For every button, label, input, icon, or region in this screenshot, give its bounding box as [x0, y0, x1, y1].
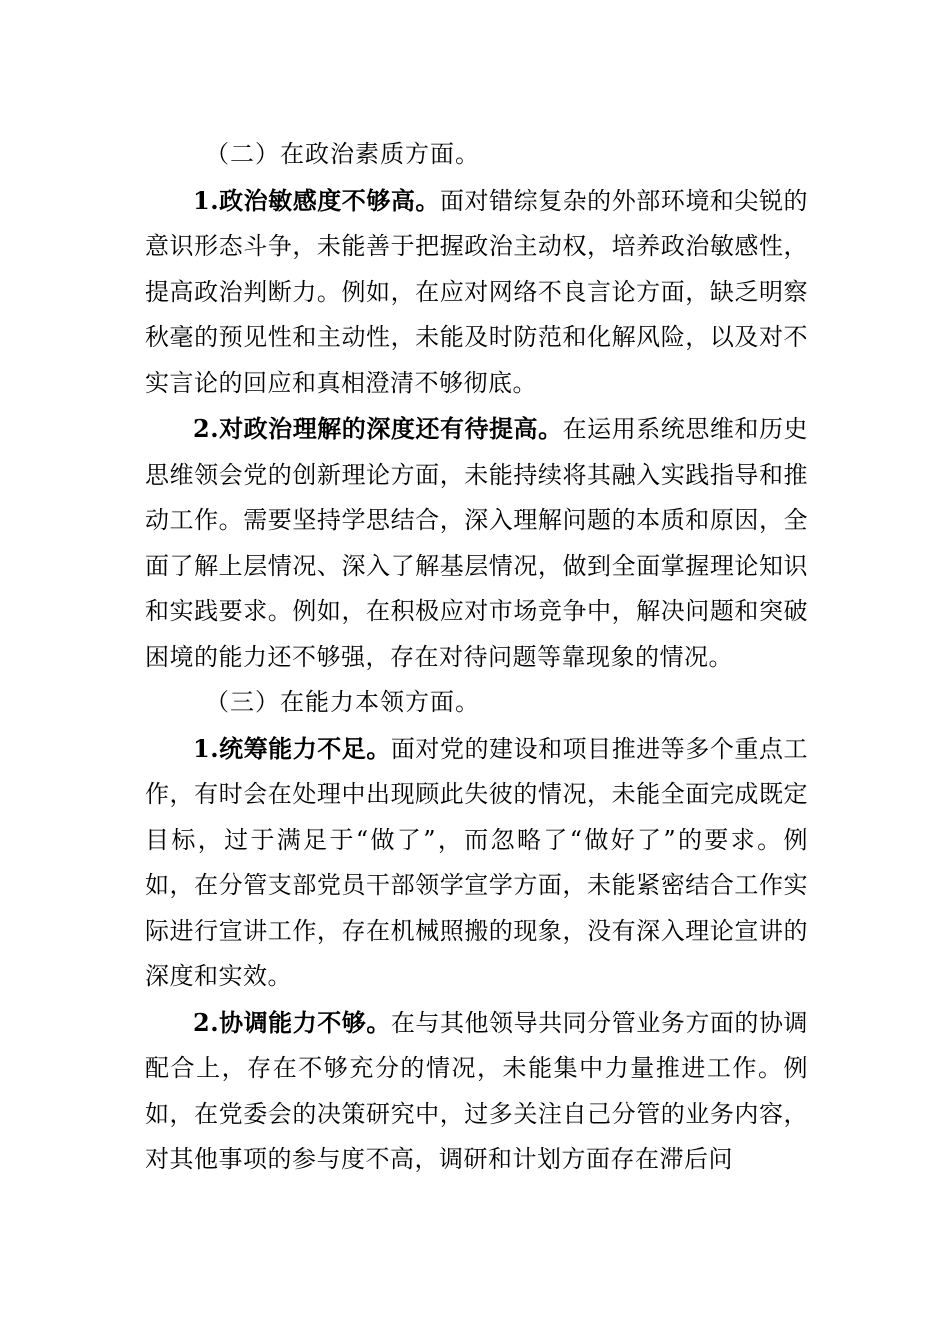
- paragraph-political-understanding: [145, 406, 808, 680]
- paragraph-political-sensitivity: [145, 178, 808, 407]
- section-heading-political-quality: （二）在政治素质方面。: [205, 140, 480, 168]
- paragraph-coordination-planning: [145, 726, 808, 1000]
- paragraph-lead: 1.统筹能力不足。: [193, 733, 391, 763]
- paragraph-body: 在运用系统思维和历史思维领会党的创新理论方面，未能持续将其融入实践指导和推动工作。需要坚持学思结合，深入理解问题的本质和原因，全面了解上层情况、深入了解基层情况，做到全面掌握理论知识和实践要求。例如，在积极应对市场竞争中，解决问题和突破困境的能力还不够强，存在对待问题等靠现象的情况。: [145, 415, 808, 671]
- paragraph-lead: 2.协调能力不够。: [193, 1007, 391, 1037]
- paragraph-body: 面对错综复杂的外部环境和尖锐的意识形态斗争，未能善于把握政治主动权，培养政治敏感性，提高政治判断力。例如，在应对网络不良言论方面，缺乏明察秋毫的预见性和主动性，未能及时防范和化解风险，以及对不实言论的回应和真相澄清不够彻底。: [145, 186, 808, 397]
- document-page: [145, 132, 808, 1183]
- paragraph-lead: 2.对政治理解的深度还有待提高。: [193, 414, 563, 443]
- paragraph-body: 面对党的建设和项目推进等多个重点工作，有时会在处理中出现顾此失彼的情况，未能全面完成既定目标，过于满足于“做了”，而忽略了“做好了”的要求。例如，在分管支部党员干部领学宣学方面，未能紧密结合工作实际进行宣讲工作，存在机械照搬的现象，没有深入理论宣讲的深度和实效。: [145, 734, 808, 990]
- paragraph-lead: 1.政治敏感度不够高。: [193, 185, 440, 215]
- paragraph-coordination-ability: [145, 1000, 808, 1183]
- section-heading-ability: （三）在能力本领方面。: [205, 688, 480, 716]
- paragraph-body: 在与其他领导共同分管业务方面的协调配合上，存在不够充分的情况，未能集中力量推进工作。例如，在党委会的决策研究中，过多关注自己分管的业务内容，对其他事项的参与度不高，调研和计划方面存在滞后问: [145, 1008, 808, 1173]
